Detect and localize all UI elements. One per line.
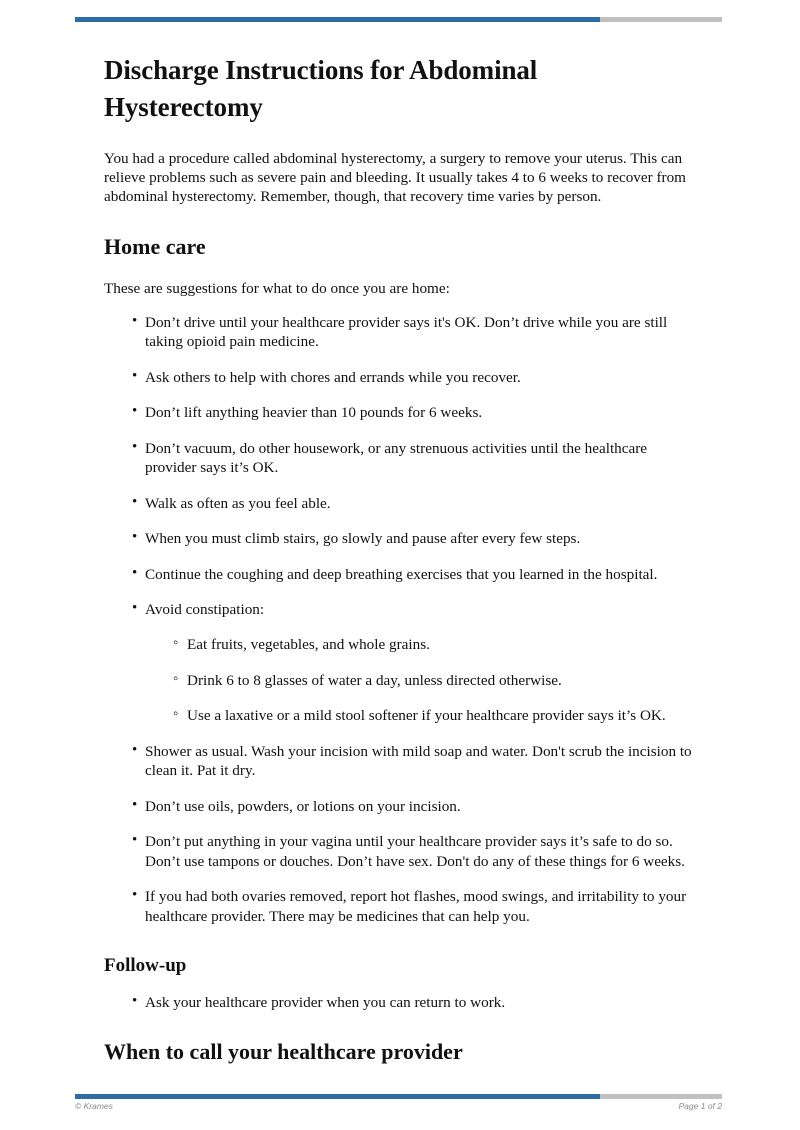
list-item: • Don’t vacuum, do other housework, or any strenuous activities until the healthcare provider says it’s OK. bbox=[104, 439, 696, 478]
list-item: • Ask others to help with chores and errands while you recover. bbox=[104, 368, 696, 387]
section-heading-when-to-call: When to call your healthcare provider bbox=[104, 1039, 463, 1065]
list-item: • Walk as often as you feel able. bbox=[104, 494, 696, 513]
header-rule-gray-segment bbox=[600, 17, 722, 22]
home-care-bullet-list bbox=[104, 313, 696, 926]
footer-rule-blue-segment bbox=[75, 1094, 600, 1099]
sub-list-item: ◦ Use a laxative or a mild stool softener if your healthcare provider says it’s OK. bbox=[145, 706, 696, 725]
sub-list-item: ◦ Drink 6 to 8 glasses of water a day, unless directed otherwise. bbox=[145, 671, 696, 690]
list-item: • Don’t put anything in your vagina until your healthcare provider says it’s safe to do so. Don’t use tampons or douches. Don’t have sex. Don't do any of these things for 6 weeks. bbox=[104, 832, 696, 871]
header-rule bbox=[75, 17, 722, 22]
list-item-label: Avoid constipation: bbox=[145, 600, 265, 618]
list-item: • Ask your healthcare provider when you can return to work. bbox=[104, 993, 696, 1012]
footer-rule-gray-segment bbox=[600, 1094, 722, 1099]
page-indicator: Page 1 of 2 bbox=[678, 1101, 722, 1111]
home-care-lead-paragraph: These are suggestions for what to do once you are home: bbox=[104, 280, 450, 298]
list-item: • When you must climb stairs, go slowly and pause after every few steps. bbox=[104, 529, 696, 548]
footer-rule bbox=[75, 1094, 722, 1099]
list-item: • Continue the coughing and deep breathing exercises that you learned in the hospital. bbox=[104, 565, 696, 584]
list-item: • Don’t drive until your healthcare provider says it's OK. Don’t drive while you are still taking opioid pain medicine. bbox=[104, 313, 696, 352]
list-item: • If you had both ovaries removed, report hot flashes, mood swings, and irritability to your healthcare provider. There may be medicines that can help you. bbox=[104, 887, 696, 926]
avoid-constipation-sublist bbox=[145, 635, 696, 725]
page-title: Discharge Instructions for Abdominal Hysterectomy bbox=[104, 55, 538, 123]
header-rule-blue-segment bbox=[75, 17, 600, 22]
intro-paragraph: You had a procedure called abdominal hysterectomy, a surgery to remove your uterus. This can relieve problems such as severe pain and bleeding. It usually takes 4 to 6 weeks to recover from abdominal hysterectomy. Remember, though, that recovery time varies by person. bbox=[104, 149, 686, 206]
section-heading-follow-up: Follow-up bbox=[104, 954, 187, 976]
list-item: • Shower as usual. Wash your incision with mild soap and water. Don't scrub the incision to clean it. Pat it dry. bbox=[104, 742, 696, 781]
document-body bbox=[104, 52, 696, 1067]
list-item: • Don’t lift anything heavier than 10 pounds for 6 weeks. bbox=[104, 403, 696, 422]
sub-list-item: ◦ Eat fruits, vegetables, and whole grains. bbox=[145, 635, 696, 654]
list-item: • Don’t use oils, powders, or lotions on your incision. bbox=[104, 797, 696, 816]
section-heading-home-care: Home care bbox=[104, 233, 206, 259]
page-footer bbox=[75, 1101, 722, 1111]
copyright-notice: © Krames bbox=[75, 1101, 113, 1111]
list-item bbox=[104, 600, 696, 726]
follow-up-bullet-list bbox=[104, 993, 696, 1012]
